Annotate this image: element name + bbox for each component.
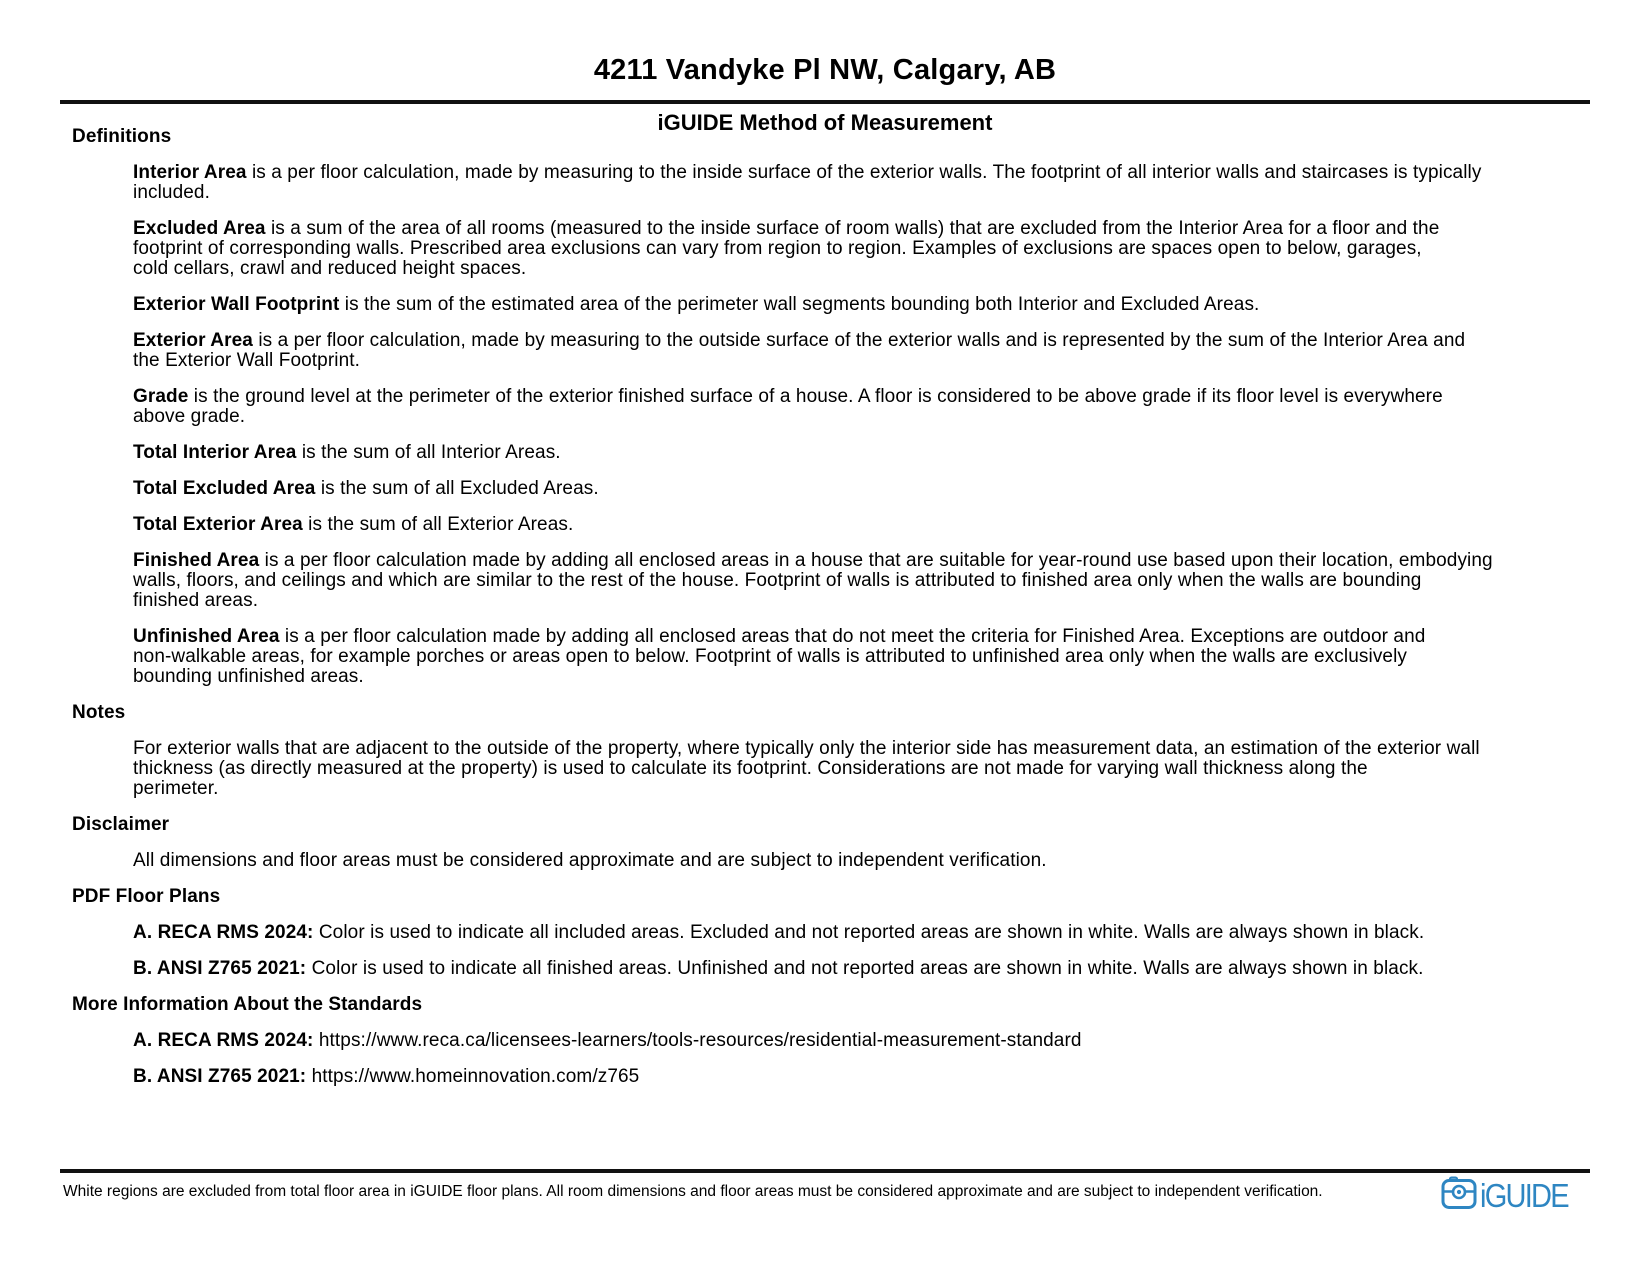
- definition-text: cold cellars, crawl and reduced height spaces.: [133, 258, 527, 279]
- definition-text: is the sum of all Excluded Areas.: [315, 478, 599, 499]
- pdf-standard-ansi: [133, 959, 1590, 979]
- definition-text: is the sum of the estimated area of the perimeter wall segments bounding both Interior and Excluded Areas.: [339, 294, 1260, 315]
- definition-term: Total Excluded Area: [133, 478, 316, 499]
- definition-text: is a per floor calculation, made by measuring to the inside surface of the exterior walls. The footprint of all interior walls and staircases is typically: [246, 162, 1482, 183]
- definition-total-excluded-area: [133, 479, 1590, 499]
- standard-label: B. ANSI Z765 2021:: [133, 958, 307, 979]
- definition-total-exterior-area: [133, 515, 1590, 535]
- definition-text: walls, floors, and ceilings and which are similar to the rest of the house. Footprint of walls is attributed to finished area only when the walls are bounding: [133, 570, 1422, 591]
- pdf-standard-reca: [133, 923, 1590, 943]
- notes-text: perimeter.: [133, 778, 219, 799]
- definition-term: Excluded Area: [133, 218, 266, 239]
- section-heading-definitions: Definitions: [72, 126, 172, 147]
- iguide-logo: [1441, 1176, 1580, 1215]
- disclaimer-paragraph: [133, 851, 1590, 871]
- definition-text: included.: [133, 182, 210, 203]
- iguide-logo-text: iGUIDE: [1480, 1176, 1569, 1214]
- definition-excluded-area: [133, 219, 1590, 279]
- definition-term: Interior Area: [133, 162, 247, 183]
- page-subtitle: iGUIDE Method of Measurement: [657, 110, 993, 135]
- header-divider: [60, 100, 1590, 104]
- definition-term: Unfinished Area: [133, 626, 280, 647]
- definition-text: bounding unfinished areas.: [133, 666, 364, 687]
- definition-finished-area: [133, 551, 1590, 611]
- notes-paragraph: [133, 739, 1590, 799]
- definition-text: above grade.: [133, 406, 246, 427]
- definition-exterior-area: [133, 331, 1590, 371]
- definition-grade: [133, 387, 1590, 427]
- definition-term: Finished Area: [133, 550, 260, 571]
- section-heading-notes: Notes: [72, 702, 126, 723]
- footer-divider: [60, 1169, 1590, 1173]
- page-title: 4211 Vandyke Pl NW, Calgary, AB: [593, 54, 1057, 86]
- definition-text: finished areas.: [133, 590, 259, 611]
- camera-icon: [1441, 1176, 1477, 1215]
- reca-standard-url[interactable]: https://www.reca.ca/licensees-learners/tools-resources/residential-measurement-standard: [313, 1030, 1082, 1051]
- standard-text: Color is used to indicate all included areas. Excluded and not reported areas are shown in white. Walls are always shown in black.: [313, 922, 1425, 943]
- definition-term: Total Interior Area: [133, 442, 297, 463]
- definition-text: footprint of corresponding walls. Prescribed area exclusions can vary from region to region. Examples of exclusions are spaces open to below, garages,: [133, 238, 1422, 259]
- section-heading-disclaimer: Disclaimer: [72, 814, 170, 835]
- definition-term: Total Exterior Area: [133, 514, 303, 535]
- ansi-standard-url[interactable]: https://www.homeinnovation.com/z765: [306, 1066, 640, 1087]
- definition-text: is a per floor calculation made by adding all enclosed areas in a house that are suitable for year-round use based upon their location, embodying: [259, 550, 1493, 571]
- standard-text: Color is used to indicate all finished areas. Unfinished and not reported areas are shown in white. Walls are always shown in black.: [306, 958, 1424, 979]
- definition-interior-area: [133, 163, 1590, 203]
- definition-text: is a sum of the area of all rooms (measured to the inside surface of room walls) that are excluded from the Interior Area for a floor and the: [265, 218, 1440, 239]
- more-info-reca: [133, 1031, 1590, 1051]
- definition-term: Grade: [133, 386, 189, 407]
- notes-text: For exterior walls that are adjacent to the outside of the property, where typically only the interior side has measurement data, an estimation of the exterior wall: [133, 738, 1480, 759]
- more-info-ansi: [133, 1067, 1590, 1087]
- definition-text: is the sum of all Exterior Areas.: [302, 514, 574, 535]
- definition-total-interior-area: [133, 443, 1590, 463]
- disclaimer-text: All dimensions and floor areas must be considered approximate and are subject to independent verification.: [133, 850, 1047, 871]
- standard-label: A. RECA RMS 2024:: [133, 1030, 314, 1051]
- definition-unfinished-area: [133, 627, 1590, 687]
- footer-disclaimer-text: White regions are excluded from total floor area in iGUIDE floor plans. All room dimensions and floor areas must be considered approximate and are subject to independent verification.: [63, 1183, 1323, 1200]
- standard-label: B. ANSI Z765 2021:: [133, 1066, 307, 1087]
- definition-term: Exterior Wall Footprint: [133, 294, 340, 315]
- definition-text: the Exterior Wall Footprint.: [133, 350, 361, 371]
- notes-text: thickness (as directly measured at the property) is used to calculate its footprint. Considerations are not made for varying wall thickness along the: [133, 758, 1368, 779]
- definition-exterior-wall-footprint: [133, 295, 1590, 315]
- section-heading-more-information: More Information About the Standards: [72, 994, 423, 1015]
- document-body: [60, 127, 1590, 1087]
- definition-text: is a per floor calculation, made by measuring to the outside surface of the exterior walls and is represented by the sum of the Interior Area and: [252, 330, 1466, 351]
- definition-text: is the sum of all Interior Areas.: [296, 442, 561, 463]
- definition-term: Exterior Area: [133, 330, 253, 351]
- definition-text: is a per floor calculation made by adding all enclosed areas that do not meet the criteria for Finished Area. Exceptions are outdoor and: [279, 626, 1426, 647]
- definition-text: non-walkable areas, for example porches or areas open to below. Footprint of walls is attributed to unfinished area only when the walls are exclusively: [133, 646, 1408, 667]
- section-heading-pdf-floor-plans: PDF Floor Plans: [72, 886, 221, 907]
- standard-label: A. RECA RMS 2024:: [133, 922, 314, 943]
- definition-text: is the ground level at the perimeter of the exterior finished surface of a house. A floor is considered to be above grade if its floor level is everywhere: [188, 386, 1443, 407]
